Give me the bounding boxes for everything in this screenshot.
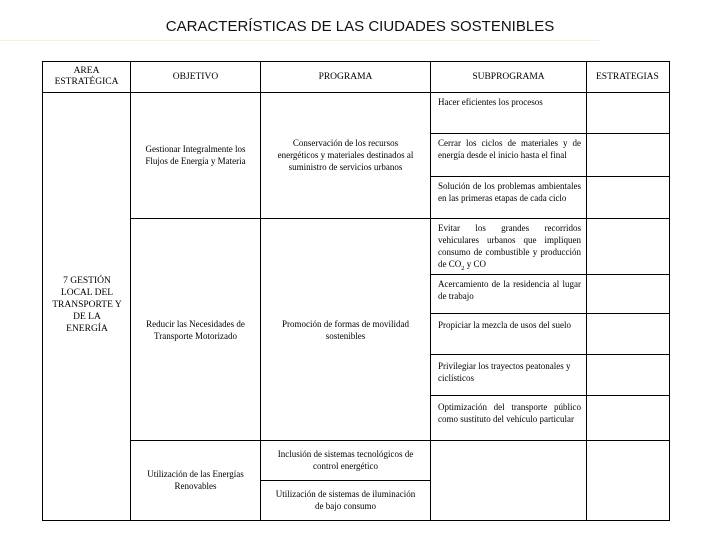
programa-iluminacion-line-1: Utilización de sistemas de iluminación [275, 489, 416, 499]
header-area-line-2: ESTRATÉGICA [54, 77, 119, 87]
header-objetivo: OBJETIVO [172, 71, 219, 82]
row-divider-7 [430, 395, 669, 396]
objetivo-transporte [132, 318, 259, 342]
column-divider-1 [130, 61, 131, 521]
subprograma-residencia: Acercamiento de la residencia al lugar de trabajo [438, 279, 581, 302]
header-area-line-1: AREA [73, 66, 100, 77]
objetivo-energias-line-1: Utilización de las Energías [147, 469, 244, 479]
table-border-bottom [42, 520, 669, 521]
subprograma-recorridos-text: Evitar los grandes recorridos vehiculares urbanos que impliquen consumo de combustible y producción de CO [438, 223, 581, 270]
programa-divider-3 [260, 480, 430, 481]
header-area [43, 62, 130, 92]
row-divider-4 [430, 274, 669, 275]
programa-control [262, 448, 429, 472]
row-divider-8 [430, 440, 669, 441]
row-divider-1 [430, 133, 669, 134]
header-estrategias-label: ESTRATEGIAS [596, 71, 659, 82]
area-estrategica [44, 276, 130, 335]
row-divider-3 [430, 218, 669, 219]
column-divider-4 [586, 61, 587, 521]
area-line-1: 7 GESTIÓN [63, 276, 111, 286]
programa-movilidad-line-2: sostenibles [325, 331, 366, 342]
objetivo-flujos [132, 143, 259, 167]
objetivo-transporte-line-1: Reducir las Necesidades de [146, 319, 245, 329]
subprograma-usos: Propiciar la mezcla de usos del suelo [438, 320, 571, 330]
subprograma-ambientales: Solución de los problemas ambientales en las primeras etapas de cada ciclo [438, 181, 581, 204]
subprograma-publico: Optimización del transporte público como sustituto del vehículo particular [438, 402, 581, 425]
subprograma-procesos: Hacer eficientes los procesos [438, 97, 543, 107]
subprograma-ciclos: Cerrar los ciclos de materiales y de energía desde el inicio hasta el final [438, 138, 581, 161]
area-line-2: LOCAL DEL [60, 287, 114, 298]
header-estrategias [587, 62, 719, 92]
header-row-border [42, 92, 669, 93]
programa-iluminacion [262, 488, 429, 512]
title-underline [0, 40, 600, 41]
table-border-left [42, 61, 43, 521]
objetivo-divider-1 [130, 218, 260, 219]
programa-conservacion-line-1: Conservación de los recursos [292, 138, 399, 148]
programa-movilidad [262, 318, 429, 342]
subprograma-recorridos-tail: y CO [464, 259, 487, 270]
objetivo-flujos-line-2: Flujos de Energía y Materia [145, 156, 246, 167]
programa-conservacion-line-3: suministro de servicios urbanos [288, 162, 403, 173]
objetivo-transporte-line-2: Transporte Motorizado [154, 331, 237, 342]
header-programa: PROGRAMA [318, 71, 373, 82]
area-line-5: ENERGÍA [66, 323, 108, 334]
row-divider-6 [430, 354, 669, 355]
table-border-right [669, 61, 670, 521]
programa-iluminacion-line-2: de bajo consumo [315, 501, 376, 512]
programa-movilidad-line-1: Promoción de formas de movilidad [282, 319, 409, 329]
objetivo-energias-line-2: Renovables [174, 481, 217, 492]
area-line-4: DE LA [73, 311, 101, 322]
column-divider-2 [260, 61, 261, 521]
programa-conservacion [262, 137, 429, 173]
objetivo-divider-2 [130, 440, 260, 441]
row-divider-5 [430, 313, 669, 314]
programa-control-line-2: control energético [312, 461, 379, 472]
objetivo-energias [132, 468, 259, 492]
subprograma-recorridos [438, 222, 581, 274]
header-subprograma: SUBPROGRAMA [472, 71, 545, 82]
area-line-3: TRANSPORTE Y [52, 299, 122, 310]
programa-divider-2 [260, 440, 430, 441]
column-divider-3 [430, 61, 431, 521]
programa-conservacion-line-2: energéticos y materiales destinados al [277, 150, 414, 161]
row-divider-2 [430, 176, 669, 177]
subprograma-recorridos-subscript: 2 [461, 265, 465, 273]
programa-divider-1 [260, 218, 430, 219]
programa-control-line-1: Inclusión de sistemas tecnológicos de [277, 449, 414, 459]
subprograma-peatonales: Privilegiar los trayectos peatonales y ciclísticos [438, 361, 571, 384]
objetivo-flujos-line-1: Gestionar Integralmente los [145, 144, 246, 154]
page-title: CARACTERÍSTICAS DE LAS CIUDADES SOSTENIBLES [165, 18, 555, 35]
